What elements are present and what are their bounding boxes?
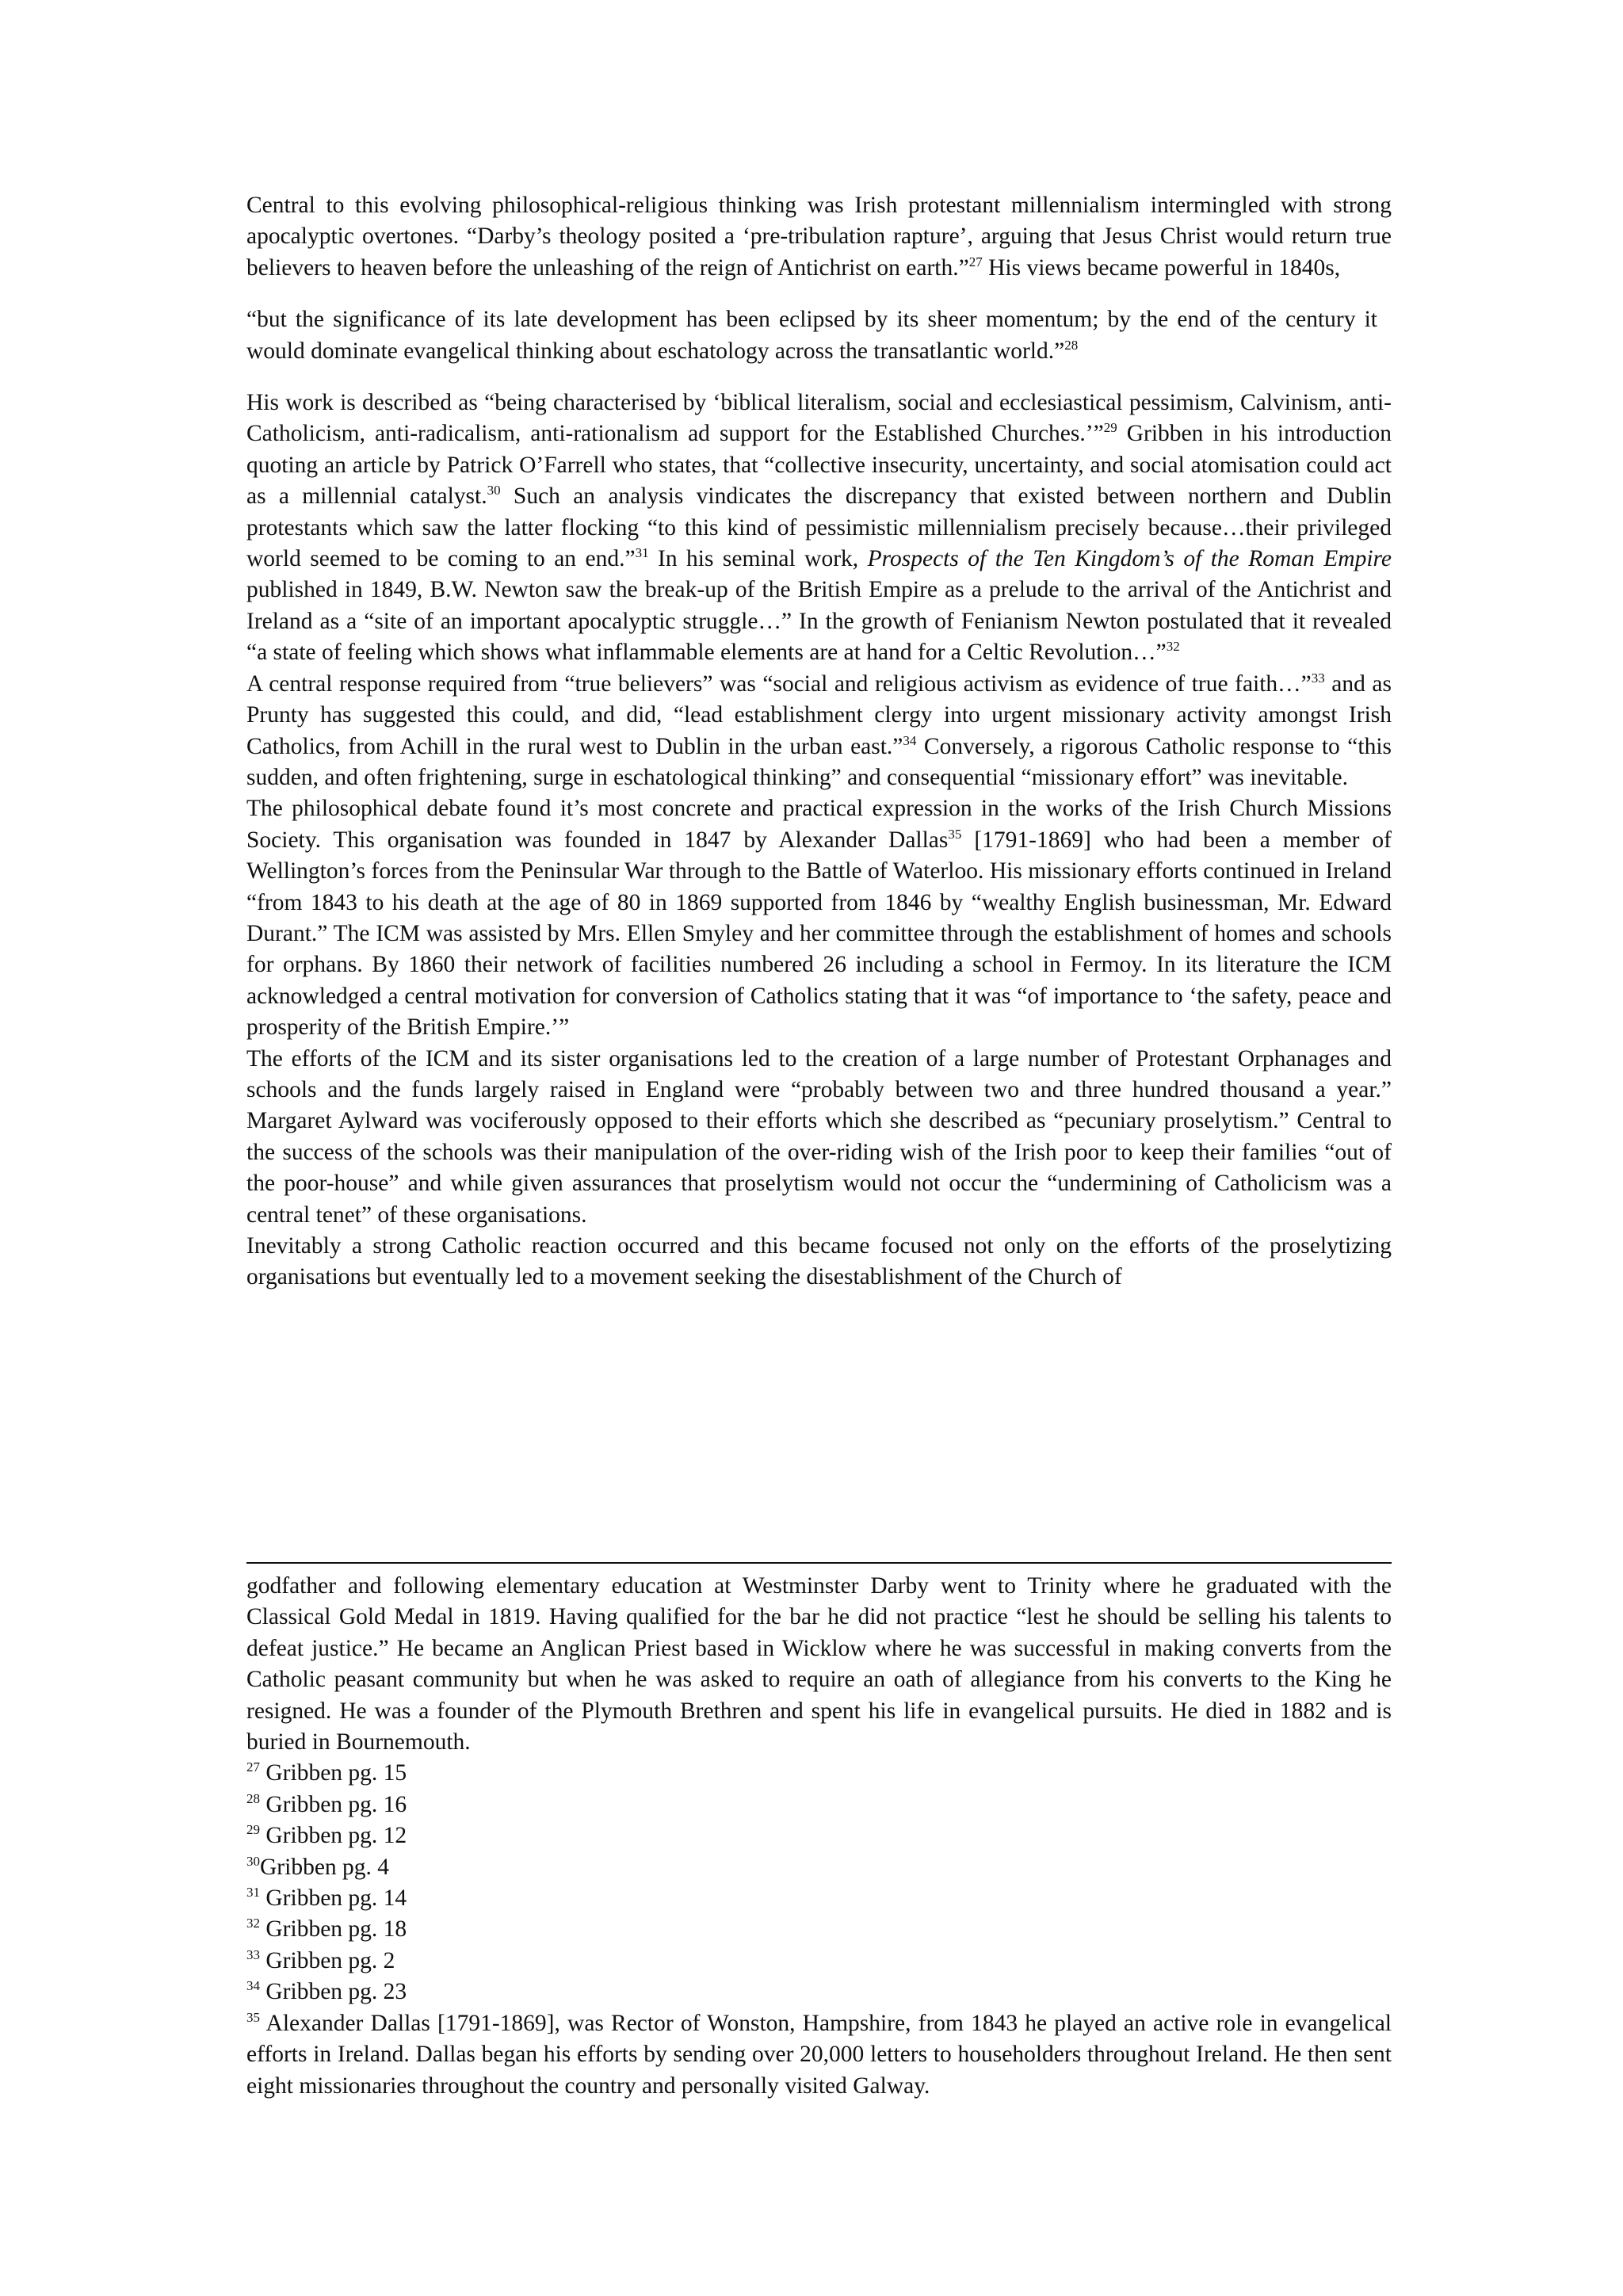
footnotes xyxy=(246,1571,1392,2102)
footnote-separator xyxy=(246,1562,1392,1564)
footnote-text: Gribben pg. 16 xyxy=(260,1791,407,1817)
footnote-ref-32[interactable]: 32 xyxy=(1166,639,1180,655)
paragraph-3-text: A central response required from “true believers” was “social and religious activism as evidence of true faith…” xyxy=(246,670,1312,697)
footnote-30 xyxy=(246,1852,1392,1883)
footnote-ref-35[interactable]: 35 xyxy=(948,826,962,842)
footnote-34 xyxy=(246,1977,1392,2008)
paragraph-2-text-d: In his seminal work, xyxy=(648,546,868,572)
paragraph-2-text-e: published in 1849, B.W. Newton saw the break-up of the British Empire as a prelude to the arrival of the Antichrist and Ireland as a “site of an important apocalyptic struggle…” In the growth of Fenianism Newton postulated that it revealed “a state of feeling which shows what inflammable elements are at hand for a Celtic Revolution…” xyxy=(246,577,1392,666)
footnote-number: 27 xyxy=(246,1759,260,1775)
footnote-number: 28 xyxy=(246,1790,260,1806)
spacer xyxy=(246,284,1392,304)
footnote-number: 29 xyxy=(246,1822,260,1838)
footnote-31 xyxy=(246,1883,1392,1914)
footnote-continued: godfather and following elementary education at Westminster Darby went to Trinity where he graduated with the Classical Gold Medal in 1819. Having qualified for the bar he did not practice “lest he should be selling his talents to defeat justice.” He became an Anglican Priest based in Wicklow where he was successful in making converts from the Catholic peasant community but when he was asked to require an oath of allegiance from his converts to the King he resigned. He was a founder of the Plymouth Brethren and spent his life in evangelical pursuits. He died in 1882 and is buried in Bournemouth. xyxy=(246,1573,1392,1755)
footnote-number: 31 xyxy=(246,1885,260,1901)
footnote-text: Alexander Dallas [1791-1869], was Rector of Wonston, Hampshire, from 1843 he played an active role in evangelical efforts in Ireland. Dallas began his efforts by sending over 20,000 letters to householders throughout Ireland. He then sent eight missionaries throughout the country and personally visited Galway. xyxy=(246,2010,1392,2099)
footnote-33 xyxy=(246,1946,1392,1977)
paragraph-4 xyxy=(246,793,1392,1043)
paragraph-4-text: The philosophical debate found it’s most concrete and practical expression in the works of the Irish Church Missions Society. This organisation was founded in 1847 by Alexander Dallas xyxy=(246,796,1392,853)
paragraph-3-text-b: and as Prunty has suggested this could, and did, “lead establishment clergy into urgent missionary activity amongst Irish Catholics, from Achill in the rural west to Dublin in the urban east.” xyxy=(246,670,1392,759)
footnote-number: 30 xyxy=(246,1853,260,1869)
paragraph-2-text: His work is described as “being characterised by ‘biblical literalism, social and ecclesiastical pessimism, Calvinism, anti-Catholicism, anti-radicalism, anti-rationalism ad support for the Established Churches.’” xyxy=(246,390,1392,447)
paragraph-3-text-c: Conversely, a rigorous Catholic response to “this sudden, and often frightening, surge in eschatological thinking” and consequential “missionary effort” was inevitable. xyxy=(246,733,1392,790)
footnote-28 xyxy=(246,1790,1392,1820)
footnote-text: Gribben pg. 18 xyxy=(260,1916,407,1943)
paragraph-1-text: Central to this evolving philosophical-religious thinking was Irish protestant millennialism intermingled with strong apocalyptic overtones. “Darby’s theology posited a ‘pre-tribulation rapture’, arguing that Jesus Christ would return true believers to heaven before the unleashing of the reign of Antichrist on earth.” xyxy=(246,193,1392,281)
footnote-number: 33 xyxy=(246,1946,260,1962)
paragraph-5: The efforts of the ICM and its sister organisations led to the creation of a large number of Protestant Orphanages and schools and the funds largely raised in England were “probably between two and three hundred thousand a year.” Margaret Aylward was vociferously opposed to their efforts which she described as “pecuniary proselytism.” Central to the success of the schools was their manipulation of the over-riding wish of the Irish poor to keep their families “out of the poor-house” and while given assurances that proselytism would not occur the “undermining of Catholicism was a central tenet” of these organisations. xyxy=(246,1045,1392,1228)
footnote-number: 34 xyxy=(246,1978,260,1994)
footnote-ref-34[interactable]: 34 xyxy=(903,732,917,748)
footnote-text: Gribben pg. 4 xyxy=(260,1854,390,1880)
paragraph-1-text-cont: His views became powerful in 1840s, xyxy=(982,254,1341,281)
footnote-number: 35 xyxy=(246,2009,260,2025)
footnote-29 xyxy=(246,1820,1392,1851)
spacer xyxy=(246,367,1392,388)
footnote-27 xyxy=(246,1758,1392,1789)
footnote-number: 32 xyxy=(246,1916,260,1931)
paragraph-2 xyxy=(246,388,1392,669)
footnote-35 xyxy=(246,2008,1392,2102)
footnote-text: Gribben pg. 23 xyxy=(260,1979,407,2005)
paragraph-1 xyxy=(246,190,1392,284)
footnote-ref-31[interactable]: 31 xyxy=(635,545,649,561)
main-text xyxy=(246,190,1392,1293)
footnote-ref-28[interactable]: 28 xyxy=(1064,337,1079,353)
block-quote xyxy=(246,304,1392,367)
footnote-text: Gribben pg. 14 xyxy=(260,1885,407,1912)
footnote-ref-29[interactable]: 29 xyxy=(1103,420,1117,436)
paragraph-2-text-c: Such an analysis vindicates the discrepancy that existed between northern and Dublin protestants which saw the latter flocking “to this kind of pessimistic millennialism precisely because…their privileged world seemed to be coming to an end.” xyxy=(246,483,1392,572)
paragraph-2-text-b: Gribben in his introduction quoting an article by Patrick O’Farrell who states, that “collective insecurity, uncertainty, and social atomisation could act as a millennial catalyst. xyxy=(246,421,1392,510)
paragraph-4-text-b: [1791-1869] who had been a member of Wellington’s forces from the Peninsular War through to the Battle of Waterloo. His missionary efforts continued in Ireland “from 1843 to his death at the age of 80 in 1869 supported from 1846 by “wealthy English businessman, Mr. Edward Durant.” The ICM was assisted by Mrs. Ellen Smyley and her committee through the establishment of homes and schools for orphans. By 1860 their network of facilities numbered 26 including a school in Fermoy. In its literature the ICM acknowledged a central motivation for conversion of Catholics stating that it was “of importance to ‘the safety, peace and prosperity of the British Empire.’” xyxy=(246,827,1392,1041)
paragraph-6: Inevitably a strong Catholic reaction occurred and this became focused not only on the efforts of the proselytizing organisations but eventually led to a movement seeking the disestablishment of the Church of xyxy=(246,1233,1392,1290)
paragraph-3 xyxy=(246,669,1392,794)
footnote-text: Gribben pg. 2 xyxy=(260,1947,395,1973)
footnote-text: Gribben pg. 15 xyxy=(260,1760,407,1786)
book-title: Prospects of the Ten Kingdom’s of the Roman Empire xyxy=(867,546,1392,572)
footnote-ref-33[interactable]: 33 xyxy=(1311,670,1325,686)
block-quote-text: “but the significance of its late development has been eclipsed by its sheer momentum; by the end of the century it would dominate evangelical thinking about eschatology across the transatlantic world.” xyxy=(246,307,1377,364)
footnote-ref-27[interactable]: 27 xyxy=(968,254,983,269)
footnote-32 xyxy=(246,1914,1392,1945)
footnote-text: Gribben pg. 12 xyxy=(260,1823,407,1849)
footnote-ref-30[interactable]: 30 xyxy=(487,483,501,499)
